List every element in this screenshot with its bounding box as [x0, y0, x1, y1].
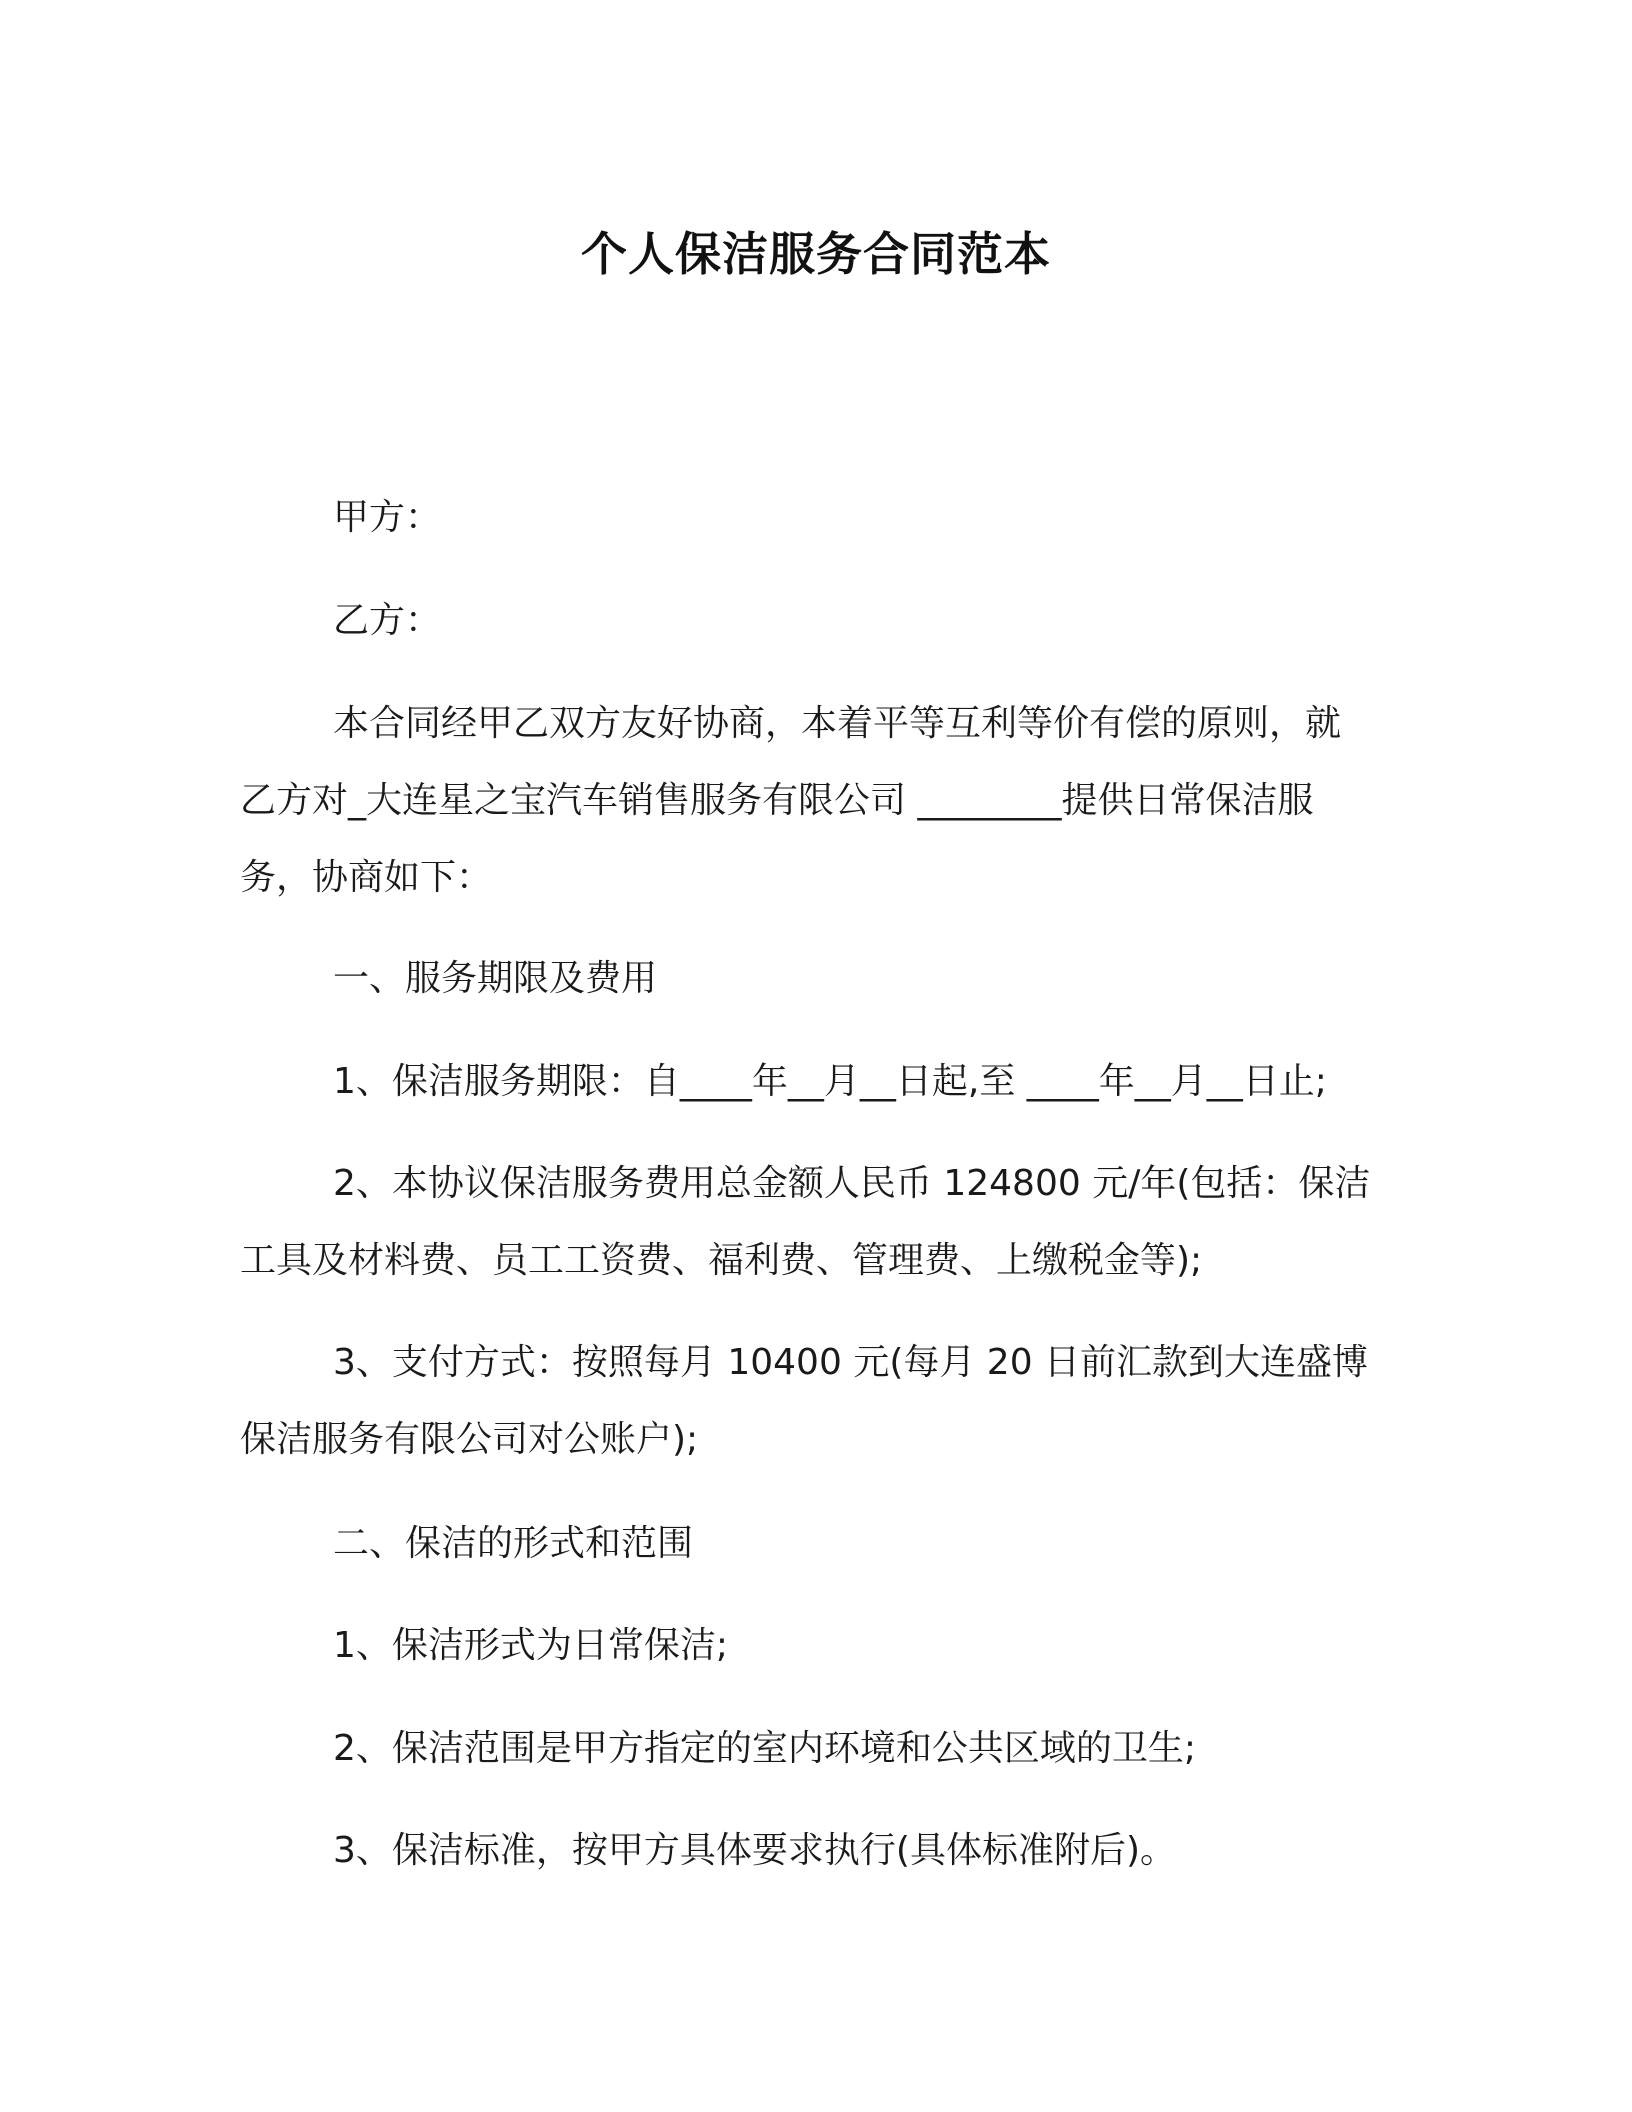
party-b-label: 乙方： — [333, 600, 442, 641]
section-1-item-3-line-1: 3、支付方式：按照每月 10400 元(每月 20 日前汇款到大连盛博 — [333, 1342, 1369, 1383]
section-2-item-2: 2、保洁范围是甲方指定的室内环境和公共区域的卫生; — [333, 1728, 1197, 1769]
section-1-item-1: 1、保洁服务期限：自____年__月__日起,至 ____年__月__日止; — [333, 1061, 1327, 1102]
section-2-item-1: 1、保洁形式为日常保洁; — [333, 1625, 729, 1666]
document-title: 个人保洁服务合同范本 — [581, 227, 1051, 281]
section-1-item-3-line-2: 保洁服务有限公司对公账户); — [240, 1419, 699, 1460]
section-2-heading: 二、保洁的形式和范围 — [333, 1523, 694, 1564]
section-2-item-3: 3、保洁标准，按甲方具体要求执行(具体标准附后)。 — [333, 1830, 1176, 1871]
intro-line-2: 乙方对_大连星之宝汽车销售服务有限公司 ________提供日常保洁服 — [240, 780, 1314, 821]
intro-line-1: 本合同经甲乙双方友好协商，本着平等互利等价有偿的原则，就 — [333, 703, 1342, 744]
intro-line-3: 务，协商如下： — [240, 857, 493, 898]
section-1-heading: 一、服务期限及费用 — [333, 958, 658, 999]
section-1-item-2-line-1: 2、本协议保洁服务费用总金额人民币 124800 元/年(包括：保洁 — [333, 1163, 1371, 1204]
section-1-item-2-line-2: 工具及材料费、员工工资费、福利费、管理费、上缴税金等); — [240, 1240, 1203, 1281]
party-a-label: 甲方： — [333, 497, 442, 538]
